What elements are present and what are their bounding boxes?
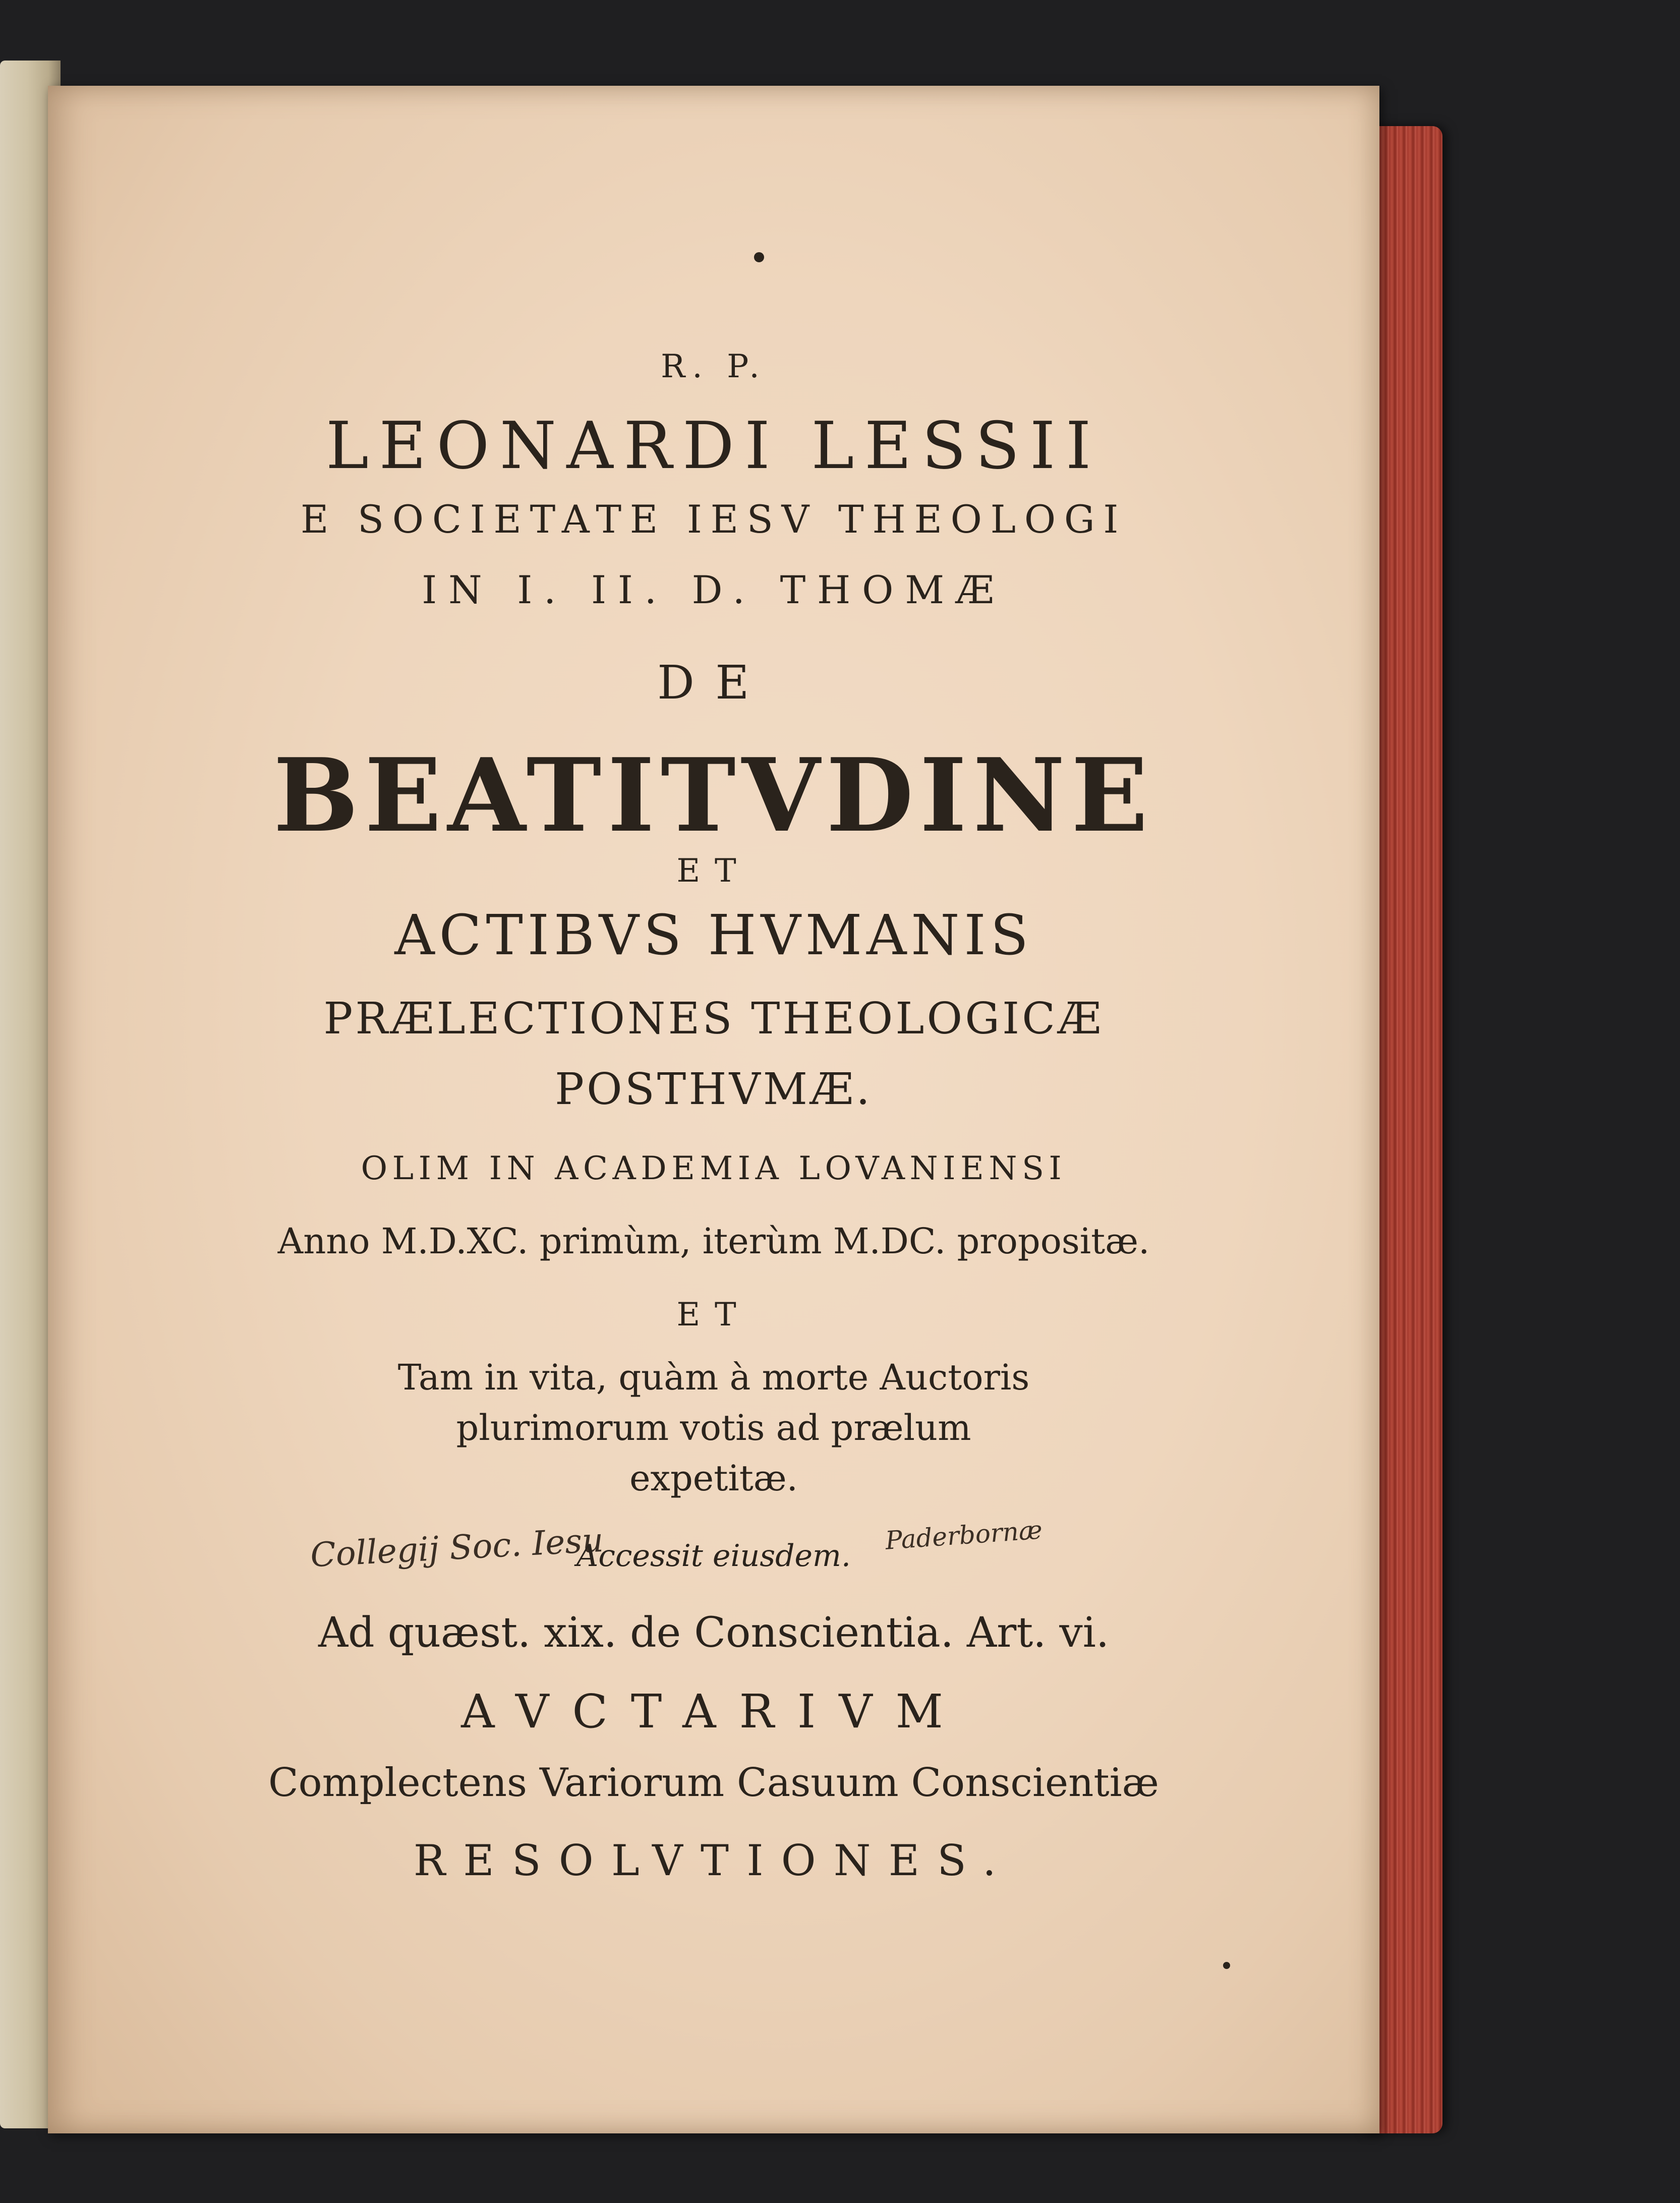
complectens-line: Complectens Variorum Casuum Conscientiæ: [268, 1760, 1159, 1806]
de-line: DE: [657, 656, 770, 710]
ink-spot: [754, 252, 764, 262]
et-line-2: ET: [676, 1296, 751, 1334]
et-line-1: ET: [676, 852, 751, 890]
resolutiones-line: RESOLVTIONES.: [413, 1836, 1014, 1885]
description-line-3: expetitæ.: [629, 1458, 798, 1499]
accessit-line: Accessit eiusdem.: [576, 1538, 851, 1574]
ink-spot-small: [1223, 1962, 1230, 1969]
reference-line: IN I. II. D. THOMÆ: [422, 567, 1006, 612]
handwritten-note-right: Paderbornæ: [884, 1515, 1044, 1555]
affiliation-line: E SOCIETATE IESV THEOLOGI: [300, 497, 1127, 542]
prefix-line: R. P.: [661, 348, 767, 385]
question-line: Ad quæst. xix. de Conscientia. Art. vi.: [318, 1609, 1110, 1657]
auctarium-line: AVCTARIVM: [461, 1685, 966, 1738]
academy-line: OLIM IN ACADEMIA LOVANIENSI: [361, 1150, 1067, 1187]
subject-line: ACTIBVS HVMANIS: [394, 903, 1033, 967]
author-line: LEONARDI LESSII: [326, 409, 1102, 484]
years-line: Anno M.D.XC. primùm, iterùm M.DC. propositæ.: [277, 1221, 1150, 1262]
handwritten-note-left: Collegij Soc. Iesu: [309, 1520, 605, 1575]
main-title: BEATITVDINE: [273, 736, 1154, 855]
genre-line: PRÆLECTIONES THEOLOGICÆ: [323, 994, 1104, 1044]
posthumae-line: POSTHVMÆ.: [555, 1064, 873, 1115]
title-page: [48, 86, 1379, 2133]
description-line-1: Tam in vita, quàm à morte Auctoris: [397, 1357, 1030, 1398]
description-line-2: plurimorum votis ad prælum: [456, 1407, 971, 1448]
